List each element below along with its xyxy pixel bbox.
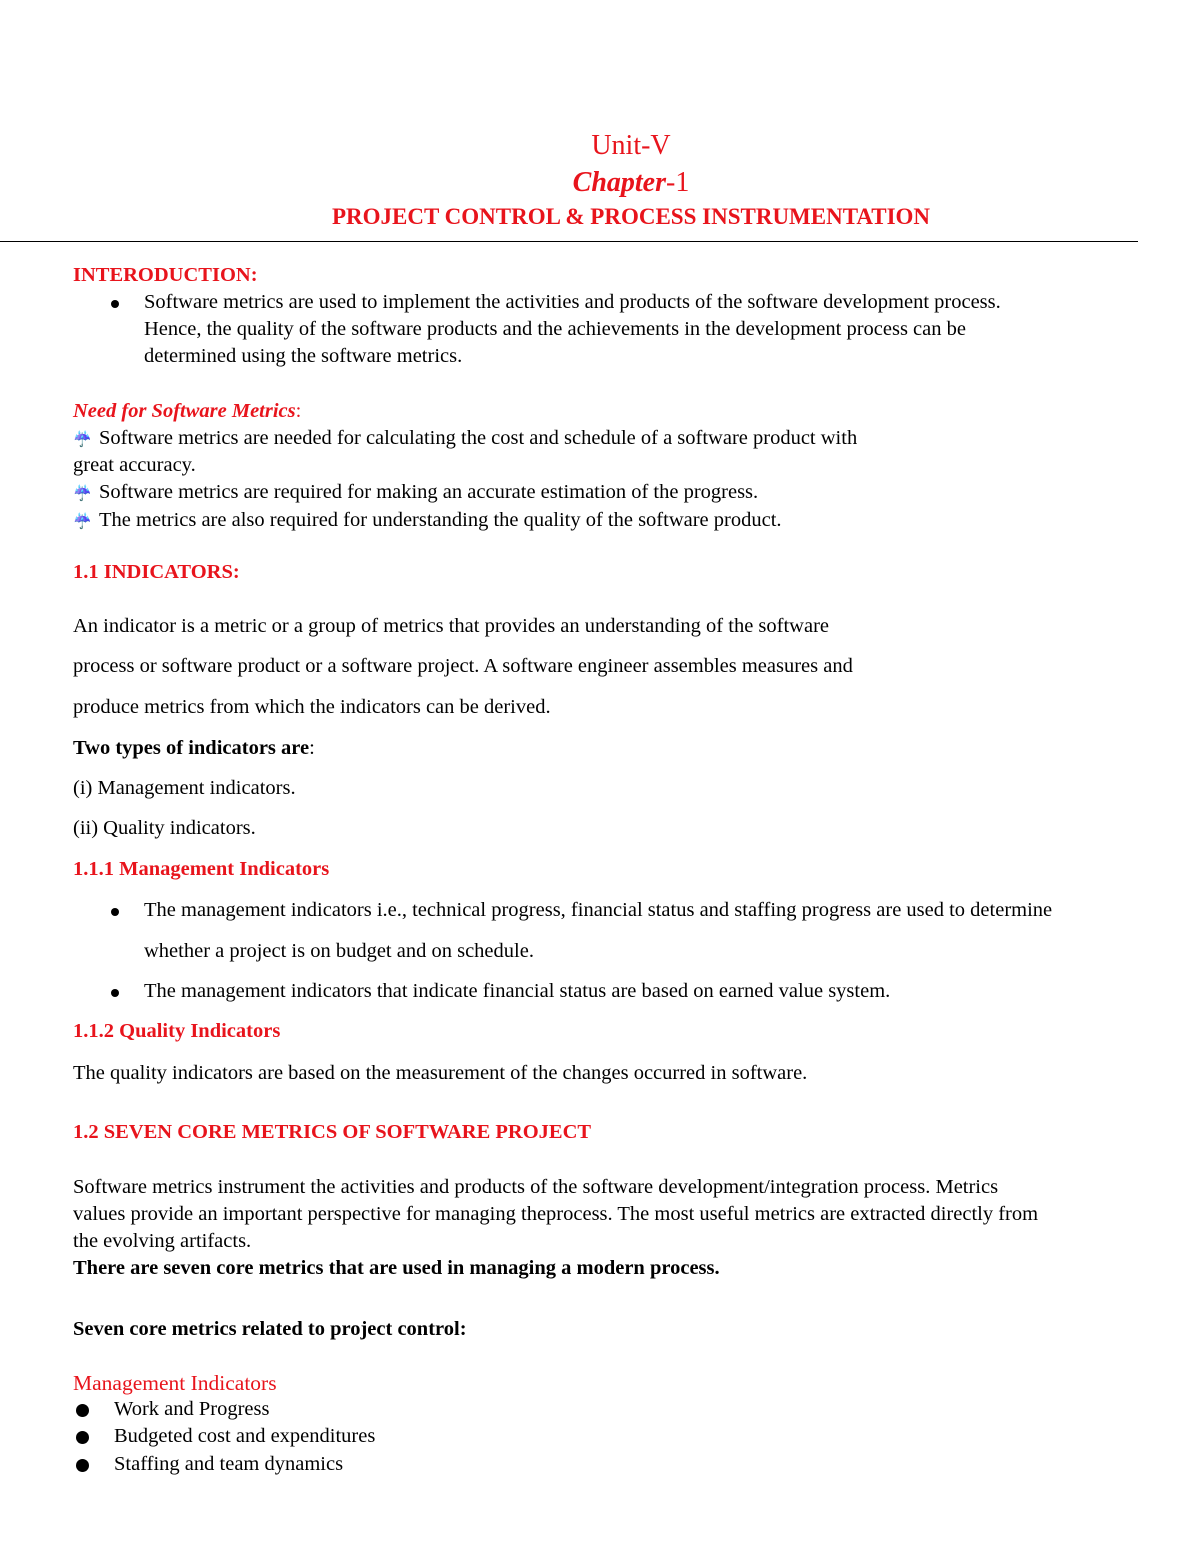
bullet-icon — [111, 908, 119, 916]
need-item-2-text: Software metrics are required for making an accurate estimation of the progress. — [99, 481, 759, 503]
mgmt-item-2: Budgeted cost and expenditures — [114, 1425, 376, 1447]
indicator-type-2: (ii) Quality indicators. — [73, 817, 256, 839]
bullet-icon — [111, 300, 119, 308]
page-title: PROJECT CONTROL & PROCESS INSTRUMENTATION — [331, 204, 931, 229]
unit-title: Unit-V — [591, 130, 671, 161]
seven-bold-line: There are seven core metrics that are used in managing a modern process. — [73, 1257, 720, 1279]
quality-text: The quality indicators are based on the measurement of the changes occurred in software. — [73, 1062, 808, 1084]
umbrella-icon: ☔ — [73, 514, 92, 530]
need-item-1 — [73, 427, 857, 450]
umbrella-icon: ☔ — [73, 486, 92, 502]
indicator-types-text: Two types of indicators are — [73, 737, 310, 759]
mgmt-item-3: Staffing and team dynamics — [114, 1453, 344, 1475]
need-item-1-cont: great accuracy. — [73, 454, 196, 476]
indicators-para-2: process or software product or a software project. A software engineer assembles measures and — [73, 655, 853, 677]
management-item-2: The management indicators that indicate financial status are based on earned value system. — [144, 980, 891, 1002]
umbrella-icon: ☔ — [73, 432, 92, 448]
indicator-types-colon: : — [309, 737, 315, 759]
title-divider — [0, 241, 1138, 242]
seven-heading: 1.2 SEVEN CORE METRICS OF SOFTWARE PROJECT — [73, 1121, 592, 1143]
quality-heading: 1.1.2 Quality Indicators — [73, 1020, 281, 1042]
bullet-icon — [111, 989, 119, 997]
management-item-1-cont: whether a project is on budget and on schedule. — [144, 940, 534, 962]
indicators-para-3: produce metrics from which the indicators can be derived. — [73, 696, 551, 718]
indicators-para-1: An indicator is a metric or a group of metrics that provides an understanding of the software — [73, 615, 829, 637]
seven-para-3: the evolving artifacts. — [73, 1230, 252, 1252]
intro-line-3: determined using the software metrics. — [144, 345, 463, 367]
seven-para-1: Software metrics instrument the activities and products of the software development/integration process. Metrics — [73, 1176, 999, 1198]
bullet-icon — [76, 1431, 89, 1444]
mgmt-item-1: Work and Progress — [114, 1398, 270, 1420]
chapter-number: -1 — [666, 167, 690, 198]
need-item-1-text: Software metrics are needed for calculating the cost and schedule of a software product with — [99, 427, 858, 449]
mgmt-indicators-subheading: Management Indicators — [73, 1371, 277, 1395]
intro-heading: INTERODUCTION: — [73, 264, 258, 286]
need-heading-colon: : — [295, 400, 302, 422]
chapter-title — [0, 167, 1200, 199]
indicator-types-label — [73, 737, 315, 760]
indicators-heading: 1.1 INDICATORS: — [73, 561, 240, 583]
need-item-2 — [73, 481, 758, 504]
indicator-type-1: (i) Management indicators. — [73, 777, 296, 799]
need-item-3 — [73, 509, 782, 532]
seven-para-2: values provide an important perspective for managing theprocess. The most useful metrics are extracted directly from — [73, 1203, 1039, 1225]
chapter-word: Chapter — [572, 167, 667, 198]
need-heading — [73, 400, 301, 423]
management-heading: 1.1.1 Management Indicators — [73, 858, 330, 880]
intro-line-2: Hence, the quality of the software products and the achievements in the development process can be — [144, 318, 966, 340]
seven-related: Seven core metrics related to project control: — [73, 1318, 467, 1340]
intro-line-1: Software metrics are used to implement the activities and products of the software development process. — [144, 291, 1001, 313]
bullet-icon — [76, 1459, 89, 1472]
bullet-icon — [76, 1404, 89, 1417]
need-item-3-text: The metrics are also required for understanding the quality of the software product. — [99, 509, 782, 531]
management-item-1: The management indicators i.e., technical progress, financial status and staffing progress are used to determine — [144, 899, 1053, 921]
need-heading-text: Need for Software Metrics — [73, 400, 296, 422]
